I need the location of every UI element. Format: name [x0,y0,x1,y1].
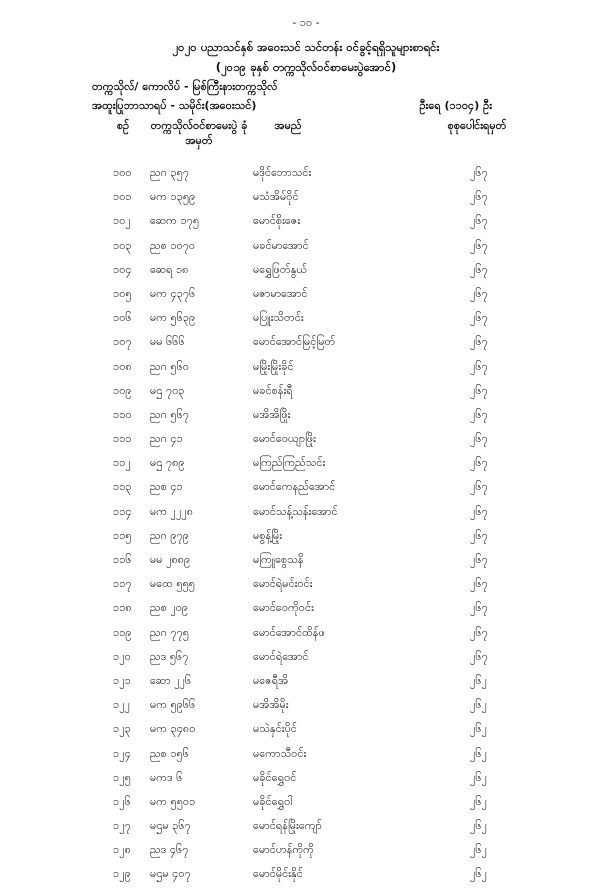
row-exam-number: ဆေရ ၁၈ [150,262,189,276]
row-exam-number: ညဂ ၃၅၇ [150,166,189,179]
row-name: မအိအိမိုး [253,698,289,712]
row-total: ၂၆၇ [470,625,488,639]
row-exam-number: မဌမ ၄၀၇ [150,867,191,881]
row-number: ၁၁၆ [113,553,132,566]
results-table [0,166,612,892]
table-row [0,795,612,819]
row-total: ၂၆၂ [470,794,487,808]
row-total: ၂၆၇ [470,311,488,325]
row-name: မမြိုးမြိုးခိုင် [253,359,294,373]
row-number: ၁၀၈ [113,359,132,373]
row-total: ၂၆၇ [470,407,488,421]
row-number: ၁၂၁ [113,673,131,687]
row-number: ၁၁၃ [113,480,132,494]
row-number: ၁၂၃ [113,722,131,736]
table-row [0,843,612,867]
row-total: ၂၆၇ [470,383,488,397]
table-row [0,601,612,625]
row-total: ၂၆၂ [470,746,487,760]
table-row [0,747,612,771]
row-total: ၂၆၇ [470,166,488,179]
row-name: မောင်အောင်ထိန်ဖ [253,625,325,639]
table-row [0,650,612,674]
row-exam-number: ဆေက ၁၇၅ [150,214,200,228]
row-number: ၁၁၉ [113,625,132,639]
row-number: ၁၂၉ [113,867,131,881]
column-header-no: စဉ် [116,119,130,132]
row-number: ၁၀၂ [113,214,131,228]
row-exam-number: ညဒ ၅၆၇ [150,649,189,663]
row-name: မောင်ရဲမင်းဝင်း [253,577,313,591]
row-name: မပြူးသိတင်း [253,311,304,325]
row-exam-number: ညဂ ၇၇၅ [150,625,189,639]
row-number: ၁၁၀ [113,407,132,421]
column-header-exam-no: တက္ကသိုလ်ဝင်စာမေးပွဲ ခုံအမှတ် [150,119,248,147]
table-row [0,529,612,553]
row-name: မခိုင်ရွှေဝါ [253,794,293,808]
row-exam-number: ညစ ၂၀၉ [150,601,189,615]
row-exam-number: မက ၂၂၂၈ [150,504,194,518]
row-name: မကြူစွေသနိ [253,553,304,566]
row-total: ၂၆၇ [470,238,488,252]
row-exam-number: ညဂ ၄၁ [150,432,183,446]
table-row [0,432,612,456]
row-total: ၂၆၂ [470,698,487,712]
table-row [0,408,612,432]
row-name: မသဲနှင်းပိုင် [253,722,297,736]
row-number: ၁၂၆ [113,794,131,808]
row-number: ၁၂၀ [113,649,131,663]
document-title: ၂၀၂၀ ပညာသင်နှစ် အဝေးသင် သင်တန်း ဝင်ခွင့်ရရှိသူများစာရင်း [172,40,440,54]
table-row [0,867,612,891]
row-number: ၁၂၄ [113,746,131,760]
row-number: ၁၁၁ [113,432,132,446]
row-number: ၁၁၂ [113,456,131,470]
row-name: မစွန့်မြိုး [253,528,283,542]
document-subtitle: (၂၀၁၉ ခုနှစ် တက္ကသိုလ်ဝင်စာမေးပွဲအောင်) [215,60,397,74]
row-exam-number: မထေ ၅၅၅ [150,577,195,591]
row-exam-number: ညစ ၁၅၆ [150,746,189,760]
row-number: ၁၀၄ [113,262,132,276]
university-label: တက္ကသိုလ်/ ကောလိပ် - မြစ်ကြီးနားတက္ကသိုလ် [92,80,278,93]
table-row [0,239,612,263]
row-total: ၂၆၇ [470,190,488,204]
row-exam-number: မက ၅၅၀၁ [150,794,196,808]
table-row [0,480,612,504]
table-row [0,456,612,480]
row-number: ၁၀၆ [113,311,132,325]
row-number: ၁၂၂ [113,698,130,712]
row-exam-number: ညဂ ၅၆၇ [150,407,189,421]
row-name: မဒိုင်ဘောသင်း [253,166,312,179]
row-exam-number: ညစ ၄၁ [150,480,183,494]
row-exam-number: မမ ၆၆၆ [150,335,185,349]
row-name: မောင်ဝေကိုဝင်း [253,601,314,615]
row-total: ၂၆၂ [470,819,487,833]
row-exam-number: မဌ ၇၀၃ [150,383,185,397]
row-total: ၂၆၇ [470,262,488,276]
row-total: ၂၆၇ [470,649,488,663]
row-exam-number: ဆော ၂၂၆ [150,673,192,687]
table-row [0,166,612,190]
row-exam-number: ညဒ ၄၆၇ [150,843,189,857]
row-number: ၁၁၇ [113,577,132,591]
table-row [0,771,612,795]
row-number: ၁၀၅ [113,286,132,300]
row-exam-number: ညဂ ၉၇၉ [150,528,189,542]
row-name: မခင်မာအောင် [253,238,309,252]
row-name: မောင်သန့်သန်းအောင် [253,504,338,518]
report-date: ဦးရေ (၁၁၀၄) ဦး [419,99,492,112]
row-total: ၂၆၇ [470,577,488,591]
table-row [0,384,612,408]
row-total: ၂၆၇ [470,601,488,615]
row-number: ၁၁၄ [113,504,132,518]
row-name: မကြည်ကြည်သင်း [253,456,326,470]
table-row [0,263,612,287]
row-total: ၂၆၇ [470,456,488,470]
row-number: ၁၀၇ [113,335,132,349]
table-row [0,577,612,601]
row-name: မောင်ရန်မြိုးကျော် [253,819,322,833]
row-total: ၂၆၇ [470,432,488,446]
table-row [0,626,612,650]
row-total: ၂၆၂ [470,843,487,857]
column-header-total: စုစုပေါင်းရမှတ် [447,119,507,132]
row-name: မရွှေဖြတ်နွယ် [253,262,307,276]
row-total: ၂၆၇ [470,504,488,518]
row-exam-number: မဌမ ၃၆၇ [150,819,191,833]
row-name: မခင်စန်းရီ [253,383,293,397]
row-name: မောင်အောင်မြင့်မြတ် [253,335,336,349]
page-number: - ၁၀ - [292,16,320,29]
table-row [0,819,612,843]
row-exam-number: မဌ ၇၈၉ [150,456,185,470]
row-number: ၁၂၇ [113,819,131,833]
row-name: မခိုင်ရွှေဝင် [253,770,297,784]
table-row [0,190,612,214]
row-exam-number: မကဒ ၆ [150,770,183,784]
row-name: မောင်ကေနည်အောင် [253,480,336,494]
table-row [0,287,612,311]
row-exam-number: ညဂ ၅၆၀ [150,359,189,373]
row-number: ၁၁၅ [113,528,132,542]
row-name: မောင်ရဲအောင် [253,649,309,663]
row-name: မောင်မိုင်းနိုင် [253,867,303,881]
row-name: မဇာမာအောင် [253,286,308,300]
row-total: ၂၆၇ [470,359,488,373]
row-exam-number: မက ၅၉၆၆ [150,698,196,712]
row-exam-number: ညစ ၁၀၇၀ [150,238,196,252]
row-total: ၂၆၂ [470,673,487,687]
row-number: ၁၀၀ [113,166,132,179]
subject-label: အထူးပြုဘာသာရပ် - သမိုင်း(အဝေးသင်) [92,99,257,112]
row-name: မသံအိမ်ဝိုင် [253,190,299,204]
table-row [0,722,612,746]
row-exam-number: မက ၅၆၃၉ [150,311,196,325]
row-total: ၂၆၂ [470,770,487,784]
row-number: ၁၀၉ [113,383,132,397]
table-row [0,311,612,335]
row-number: ၁၀၃ [113,238,132,252]
row-exam-number: မမ ၂၈၈၉ [150,553,191,566]
row-total: ၂၆၇ [470,480,488,494]
table-row [0,214,612,238]
row-name: မောင်ပာန်ကိုကို [253,843,314,857]
row-exam-number: မက ၄၃၇၆ [150,286,196,300]
column-header-name: အမည် [274,119,302,132]
row-number: ၁၂၅ [113,770,131,784]
table-row [0,553,612,577]
row-total: ၂၆၇ [470,335,488,349]
row-exam-number: မက ၃၄၈၀ [150,722,196,736]
row-name: မောင်ဝေယျာဖြိုး [253,432,316,446]
row-total: ၂၆၇ [470,286,488,300]
table-row [0,674,612,698]
table-row [0,360,612,384]
row-total: ၂၆၇ [470,214,488,228]
table-row [0,698,612,722]
row-total: ၂၆၂ [470,867,487,881]
row-total: ၂၆၂ [470,722,487,736]
table-row [0,505,612,529]
row-name: မဇေရီအိ [253,673,289,687]
table-row [0,335,612,359]
row-name: မောင်စိုးဇေး [253,214,301,228]
row-number: ၁၀၁ [113,190,132,204]
row-name: မအိအိဖြိုး [253,407,291,421]
row-total: ၂၆၇ [470,553,488,566]
row-number: ၁၂၈ [113,843,131,857]
row-name: မကောသီဝင်း [253,746,307,760]
row-total: ၂၆၇ [470,528,488,542]
row-exam-number: မက ၁၃၅၉ [150,190,196,204]
row-number: ၁၁၈ [113,601,132,615]
